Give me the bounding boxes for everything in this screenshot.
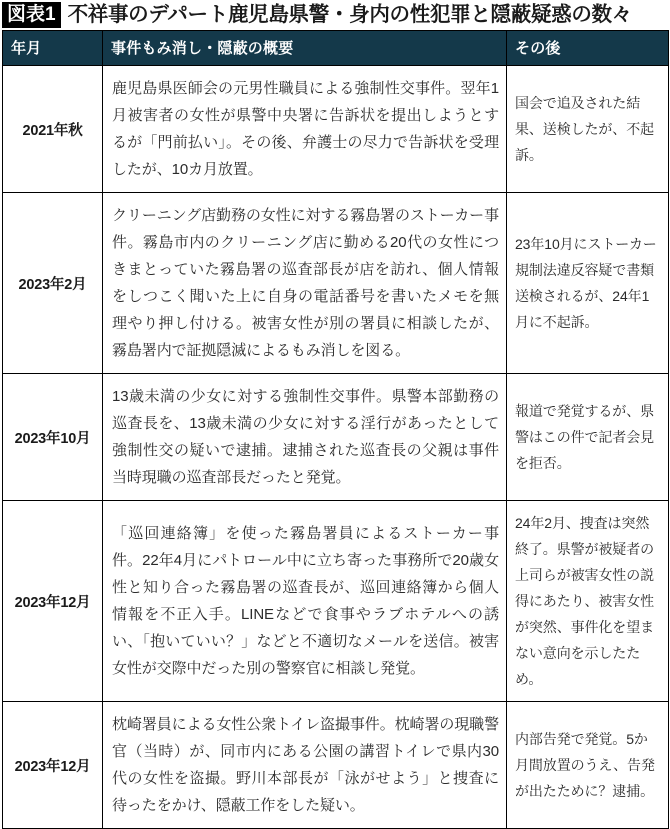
table-row bbox=[3, 193, 669, 374]
cell-aftermath: 24年2月、捜査は突然終了。県警が被疑者の上司らが被害女性の説得にあたり、被害女性が突然、事件化を望まない意向を示したため。 bbox=[507, 501, 669, 702]
table-row bbox=[3, 66, 669, 193]
table-row bbox=[3, 501, 669, 702]
cell-date: 2023年2月 bbox=[3, 193, 103, 374]
cell-description: 「巡回連絡簿」を使った霧島署員によるストーカー事件。22年4月にパトロール中に立ち寄った事務所で20歳女性と知り合った霧島署の巡査長が、巡回連絡簿から個人情報を不正入手。LINEなどで食事やラブホテルへの誘い、「抱いていい？」などと不適切なメールを送信。被害女性が交際中だった別の警察官に相談し発覚。 bbox=[103, 501, 507, 702]
figure-number-badge: 図表1 bbox=[2, 2, 61, 28]
figure-title-bar bbox=[0, 0, 670, 30]
column-header-aftermath: その後 bbox=[507, 31, 669, 66]
table-header-row bbox=[3, 31, 669, 66]
cell-date: 2023年12月 bbox=[3, 702, 103, 829]
page-title: 不祥事のデパート鹿児島県警・身内の性犯罪と隠蔽疑惑の数々 bbox=[67, 3, 632, 26]
cell-aftermath: 国会で追及された結果、送検したが、不起訴。 bbox=[507, 66, 669, 193]
cell-date: 2023年10月 bbox=[3, 374, 103, 501]
cell-description: 枕崎署員による女性公衆トイレ盗撮事件。枕崎署の現職警官（当時）が、同市内にある公園の講習トイレで県内30代の女性を盗撮。野川本部長が「泳がせよう」と捜査に待ったをかけ、隠蔽工作をした疑い。 bbox=[103, 702, 507, 829]
cell-date: 2023年12月 bbox=[3, 501, 103, 702]
cell-description: クリーニング店勤務の女性に対する霧島署のストーカー事件。霧島市内のクリーニング店に勤める20代の女性につきまとっていた霧島署の巡査部長が店を訪れ、個人情報をしつこく聞いた上に自身の電話番号を書いたメモを無理やり押し付ける。被害女性が別の署員に相談したが、霧島署内で証拠隠滅によるもみ消しを図る。 bbox=[103, 193, 507, 374]
cell-date: 2021年秋 bbox=[3, 66, 103, 193]
cell-aftermath: 23年10月にストーカー規制法違反容疑で書類送検されるが、24年1月に不起訴。 bbox=[507, 193, 669, 374]
table-header bbox=[3, 31, 669, 66]
table-row bbox=[3, 702, 669, 829]
cell-aftermath: 内部告発で発覚。5か月間放置のうえ、告発が出たために？逮捕。 bbox=[507, 702, 669, 829]
cell-aftermath: 報道で発覚するが、県警はこの件で記者会見を拒否。 bbox=[507, 374, 669, 501]
column-header-date: 年月 bbox=[3, 31, 103, 66]
table-row bbox=[3, 374, 669, 501]
cell-description: 13歳未満の少女に対する強制性交事件。県警本部勤務の巡査長を、13歳未満の少女に対する淫行があったとして強制性交の疑いで逮捕。逮捕された巡査長の父親は事件当時現職の巡査部長だったと発覚。 bbox=[103, 374, 507, 501]
incident-table bbox=[2, 30, 669, 829]
table-container bbox=[0, 30, 670, 829]
column-header-description: 事件もみ消し・隠蔽の概要 bbox=[103, 31, 507, 66]
table-body bbox=[3, 66, 669, 829]
cell-description: 鹿児島県医師会の元男性職員による強制性交事件。翌年1月被害者の女性が県警中央署に告訴状を提出しようとするが「門前払い」。その後、弁護士の尽力で告訴状を受理したが、10カ月放置。 bbox=[103, 66, 507, 193]
